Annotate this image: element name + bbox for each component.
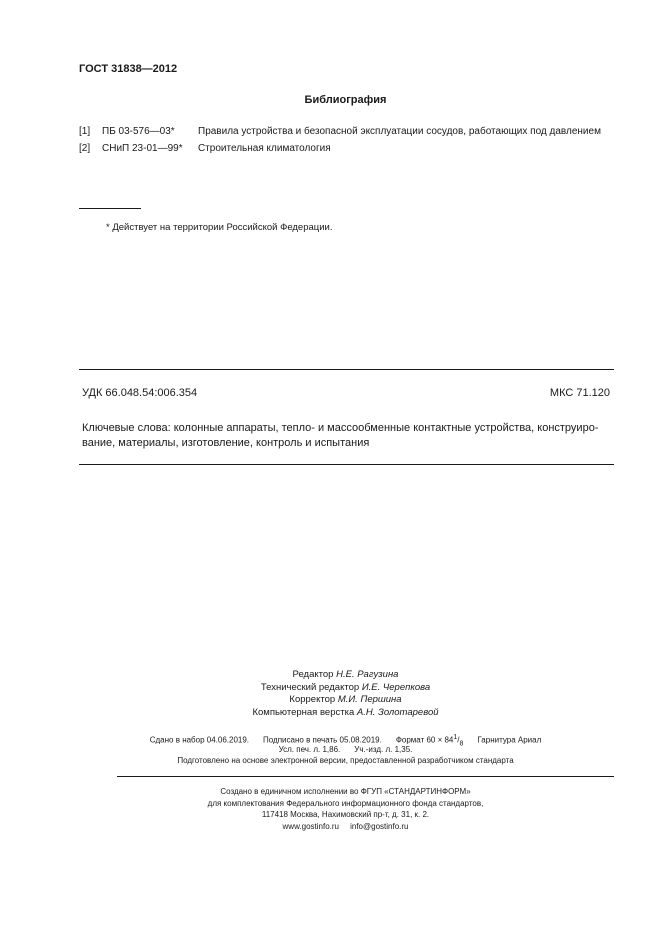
credit-line: Корректор М.И. Першина [289,694,402,705]
imprint-line-2: Усл. печ. л. 1,86. Уч.-изд. л. 1,35. [278,745,413,754]
standard-header: ГОСТ 31838—2012 [79,63,178,75]
imprint-prepared: Подготовлено на основе электронной версии, предоставленной разработчиком стандарта [177,756,514,765]
divider [117,776,614,777]
publisher-line: 117418 Москва, Нахимовский пр-т, д. 31, к. 2. [261,810,430,819]
bibliography-title: Библиография [304,94,387,106]
publisher-line: Создано в единичном исполнении во ФГУП «СТАНДАРТИНФОРМ» [220,787,471,796]
divider [79,369,614,370]
bibliography-item-number: [1] [79,126,91,137]
publisher-line: для комплектования Федерального информационного фонда стандартов, [207,798,484,808]
credit-line: Компьютерная верстка А.Н. Золотаревой [252,706,439,718]
bibliography-item-code: ПБ 03-576—03* [102,126,175,137]
keywords: Ключевые слова: колонные аппараты, тепло- и массообменные контактные устройства, конструиро-вание, материалы, изготовление, контроль и испытания [82,422,599,449]
divider [79,464,614,465]
mks-code: МКС 71.120 [549,387,610,399]
publisher-line: www.gostinfo.ru info@gostinfo.ru [282,821,409,831]
bibliography-item-code: СНиП 23-01—99* [102,143,183,154]
credit-line: Технический редактор И.Е. Черепкова [260,681,431,693]
footnote-rule [79,208,141,209]
credits [0,669,661,719]
bibliography-item-title: Правила устройства и безопасной эксплуатации сосудов, работающих под давлением [198,126,601,137]
imprint-line-1: Сдано в набор 04.06.2019. Подписано в печать 05.08.2019. Формат $60 \times 84^1/_8$ Гарнитура Ариал [149,734,542,748]
udk-code: УДК 66.048.54:006.354 [82,387,198,399]
publisher-info [0,786,661,832]
credit-line: Редактор Н.Е. Рагузина [292,669,399,680]
bibliography-item-number: [2] [79,143,91,154]
footnote: * Действует на территории Российской Федерации. [106,222,333,233]
bibliography-item-title: Строительная климатология [198,143,331,154]
